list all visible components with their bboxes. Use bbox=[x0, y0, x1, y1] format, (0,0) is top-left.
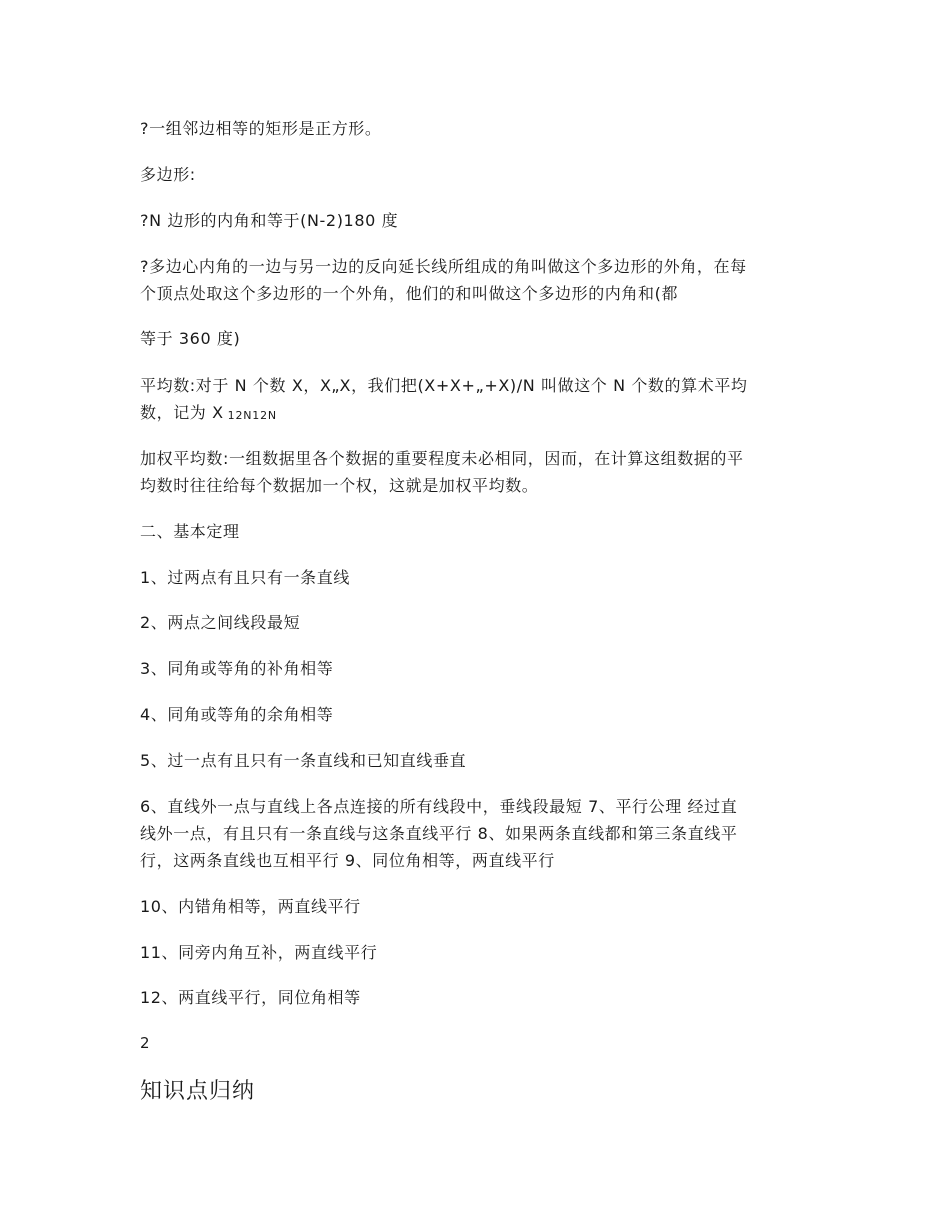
text-line-square-definition: ?一组邻边相等的矩形是正方形。 bbox=[140, 119, 382, 138]
theorem-6-line-2: 线外一点，有且只有一条直线与这条直线平行 8、如果两条直线都和第三条直线平 bbox=[140, 824, 738, 843]
text-line-interior-angle-sum: ?N 边形的内角和等于(N-2)180 度 bbox=[140, 211, 399, 230]
text-line-exterior-angle-1: ?多边心内角的一边与另一边的反向延长线所组成的角叫做这个多边形的外角，在每 bbox=[140, 257, 747, 276]
footer-title: 知识点归纳 bbox=[140, 1079, 256, 1104]
text-line-weighted-mean-2: 均数时往往给每个数据加一个权，这就是加权平均数。 bbox=[140, 476, 539, 495]
text-line-polygon-heading: 多边形: bbox=[140, 165, 196, 184]
mean-notation: 数，记为 X bbox=[140, 403, 224, 422]
section-heading-basic-theorems: 二、基本定理 bbox=[140, 522, 240, 541]
theorem-10: 10、内错角相等，两直线平行 bbox=[140, 897, 361, 916]
theorem-2: 2、两点之间线段最短 bbox=[140, 613, 301, 632]
theorem-11: 11、同旁内角互补，两直线平行 bbox=[140, 943, 378, 962]
theorem-4: 4、同角或等角的余角相等 bbox=[140, 705, 334, 724]
theorem-3: 3、同角或等角的补角相等 bbox=[140, 659, 334, 678]
page-number: 2 bbox=[140, 1034, 151, 1052]
theorem-12: 12、两直线平行，同位角相等 bbox=[140, 988, 361, 1007]
theorem-1: 1、过两点有且只有一条直线 bbox=[140, 568, 350, 587]
text-line-exterior-angle-3: 等于 360 度) bbox=[140, 329, 241, 348]
theorem-5: 5、过一点有且只有一条直线和已知直线垂直 bbox=[140, 751, 467, 770]
theorem-6-line-1: 6、直线外一点与直线上各点连接的所有线段中，垂线段最短 7、平行公理 经过直 bbox=[140, 797, 738, 816]
text-line-mean-2 bbox=[140, 400, 277, 429]
text-line-weighted-mean-1: 加权平均数:一组数据里各个数据的重要程度未必相同，因而，在计算这组数据的平 bbox=[140, 449, 744, 468]
text-line-exterior-angle-2: 个顶点处取这个多边形的一个外角，他们的和叫做这个多边形的内角和(都 bbox=[140, 284, 679, 303]
text-line-mean-1: 平均数:对于 N 个数 X，X„X，我们把(X+X+„+X)/N 叫做这个 N 个数的算术平均 bbox=[140, 376, 748, 395]
mean-subscripts: 12N12N bbox=[227, 409, 277, 422]
theorem-6-line-3: 行，这两条直线也互相平行 9、同位角相等，两直线平行 bbox=[140, 851, 555, 870]
